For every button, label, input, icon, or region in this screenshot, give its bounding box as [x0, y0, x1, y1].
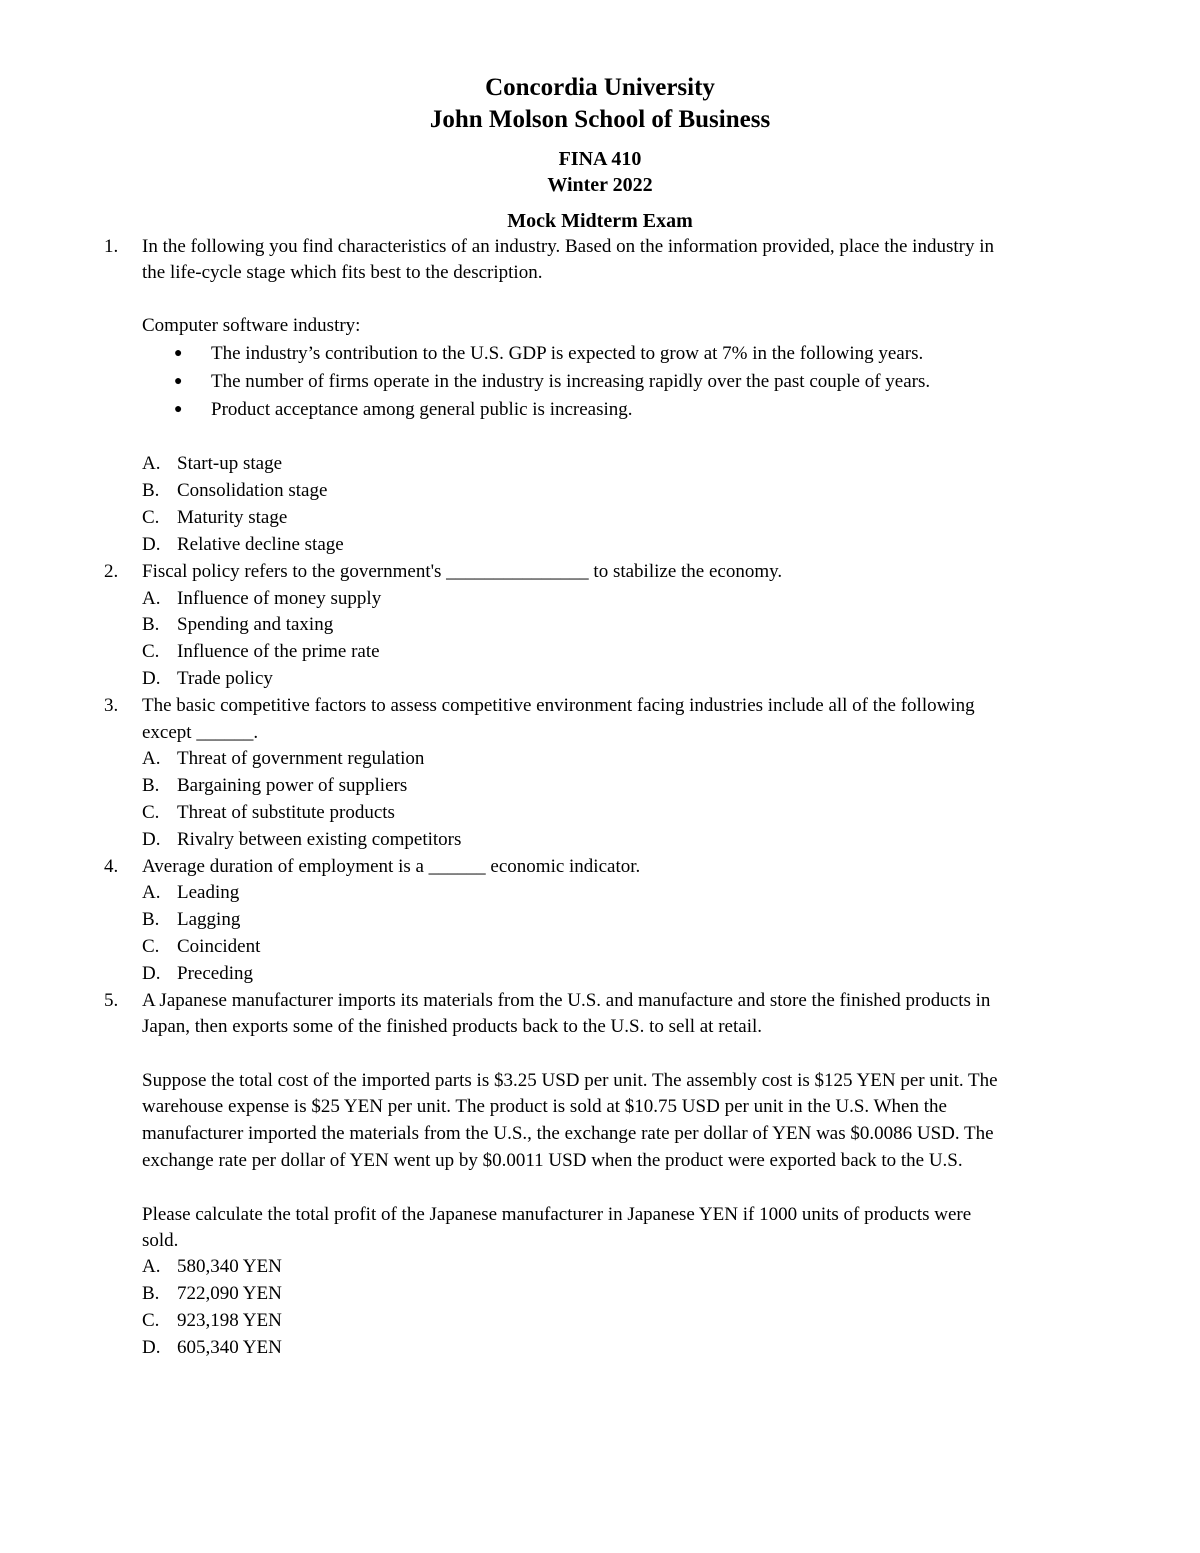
option-letter: D.	[142, 534, 161, 555]
option-letter: A.	[142, 453, 161, 474]
paragraph-line: manufacturer imported the materials from the U.S., the exchange rate per dollar of YEN was $0.0086 USD. The	[142, 1123, 994, 1144]
question-text: Please calculate the total profit of the Japanese manufacturer in Japanese YEN if 1000 units of products were	[142, 1204, 972, 1225]
option-letter: D.	[142, 829, 161, 850]
option-letter: D.	[142, 668, 161, 689]
question-text: Average duration of employment is a ______ economic indicator.	[142, 856, 641, 877]
option-letter: B.	[142, 1283, 160, 1304]
question-number: 1.	[104, 236, 119, 257]
school-title: John Molson School of Business	[429, 106, 771, 133]
exam-title: Mock Midterm Exam	[507, 210, 693, 232]
question-text: The basic competitive factors to assess competitive environment facing industries include all of the following	[142, 695, 975, 716]
option-letter: C.	[142, 1310, 160, 1331]
list-item: The industry’s contribution to the U.S. GDP is expected to grow at 7% in the following years.	[211, 343, 924, 364]
paragraph-line: warehouse expense is $25 YEN per unit. The product is sold at $10.75 USD per unit in the U.S. When the	[142, 1096, 947, 1117]
option-text: Rivalry between existing competitors	[177, 829, 462, 850]
option-text: Relative decline stage	[177, 534, 344, 555]
option-letter: B.	[142, 909, 160, 930]
question-text: except ______.	[142, 722, 259, 743]
option-text: Bargaining power of suppliers	[177, 775, 408, 796]
option-letter: B.	[142, 614, 160, 635]
option-text: Maturity stage	[177, 507, 288, 528]
option-text: Start-up stage	[177, 453, 283, 474]
option-letter: A.	[142, 1256, 161, 1277]
option-text: Leading	[177, 882, 240, 903]
option-text: 923,198 YEN	[177, 1310, 282, 1331]
question-number: 2.	[104, 561, 119, 582]
option-text: 580,340 YEN	[177, 1256, 282, 1277]
question-number: 4.	[104, 856, 119, 877]
option-text: Threat of substitute products	[177, 802, 395, 823]
option-text: Influence of money supply	[177, 588, 382, 609]
bullet-icon: ●	[174, 402, 183, 417]
question-text: sold.	[142, 1230, 179, 1251]
question-text: Fiscal policy refers to the government's _______________ to stabilize the economy.	[142, 561, 783, 582]
paragraph-line: Suppose the total cost of the imported parts is $3.25 USD per unit. The assembly cost is $125 YEN per unit. The	[142, 1070, 998, 1091]
university-title: Concordia University	[485, 74, 715, 101]
option-letter: C.	[142, 641, 160, 662]
list-item: Product acceptance among general public is increasing.	[211, 399, 633, 420]
question-text: In the following you find characteristics of an industry. Based on the information provided, place the industry in	[142, 236, 994, 257]
question-text: Japan, then exports some of the finished products back to the U.S. to sell at retail.	[142, 1016, 762, 1037]
term: Winter 2022	[547, 174, 653, 196]
course-code: FINA 410	[558, 148, 642, 170]
option-letter: C.	[142, 802, 160, 823]
option-text: 605,340 YEN	[177, 1337, 282, 1358]
question-text: A Japanese manufacturer imports its materials from the U.S. and manufacture and store the finished products in	[142, 990, 991, 1011]
option-text: Influence of the prime rate	[177, 641, 380, 662]
paragraph-line: exchange rate per dollar of YEN went up by $0.0011 USD when the product were exported back to the U.S.	[142, 1150, 963, 1171]
option-text: Trade policy	[177, 668, 273, 689]
option-letter: C.	[142, 507, 160, 528]
list-item: The number of firms operate in the industry is increasing rapidly over the past couple of years.	[211, 371, 931, 392]
option-text: Spending and taxing	[177, 614, 334, 635]
option-text: Lagging	[177, 909, 241, 930]
option-letter: A.	[142, 882, 161, 903]
option-letter: D.	[142, 963, 161, 984]
option-text: Threat of government regulation	[177, 748, 425, 769]
bullet-icon: ●	[174, 346, 183, 361]
option-letter: C.	[142, 936, 160, 957]
option-letter: A.	[142, 588, 161, 609]
option-letter: A.	[142, 748, 161, 769]
bullet-icon: ●	[174, 374, 183, 389]
option-text: Coincident	[177, 936, 261, 957]
option-text: 722,090 YEN	[177, 1283, 282, 1304]
question-context: Computer software industry:	[142, 315, 361, 336]
question-number: 3.	[104, 695, 119, 716]
option-text: Consolidation stage	[177, 480, 328, 501]
option-letter: B.	[142, 775, 160, 796]
option-letter: B.	[142, 480, 160, 501]
question-number: 5.	[104, 990, 119, 1011]
question-text: the life-cycle stage which fits best to the description.	[142, 262, 543, 283]
option-text: Preceding	[177, 963, 253, 984]
option-letter: D.	[142, 1337, 161, 1358]
